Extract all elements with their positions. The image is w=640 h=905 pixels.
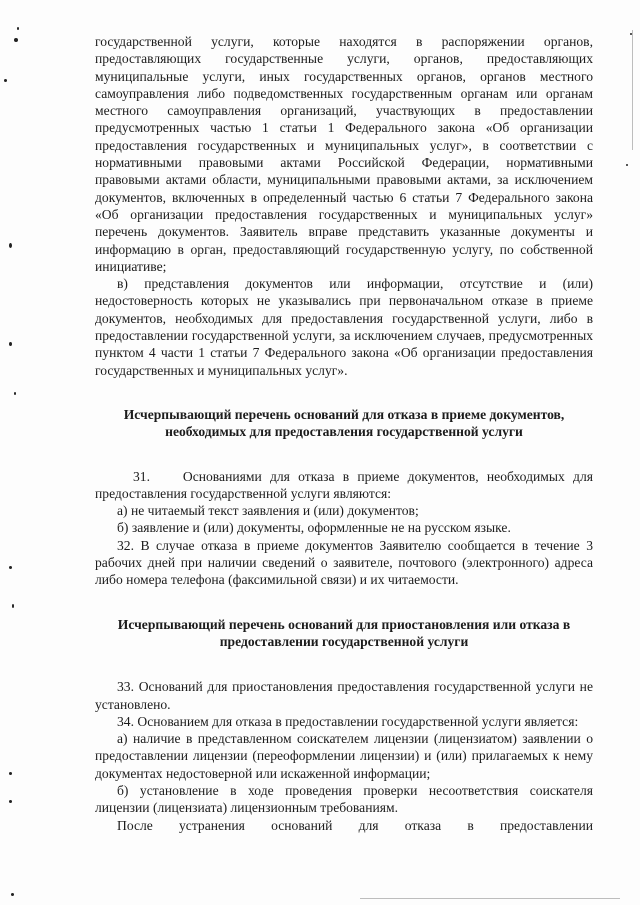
scan-speck xyxy=(14,392,16,395)
paragraph-continuation: государственной услуги, которые находятся в распоряжении органов, предоставляющих государственные услуги, органов, предоставляющих муниципальные услуги, иных государственных органов, органов местного самоуправления либо подведомственных государственным органам или органам местного самоуправления организаций, участвующих в предоставлении предусмотренных частью 1 статьи 1 Федерального закона «Об организации предоставления государственных и муниципальных услуг», в соответствии с нормативными правовыми актами Российской Федерации, нормативными правовыми актами области, муниципальными правовыми актами, за исключением документов, включенных в определенный частью 6 статьи 7 Федерального закона «Об организации предоставления государственных и муниципальных услуг» перечень документов. Заявитель вправе представить указанные документы и информацию в орган, предоставляющий государственную услугу, по собственной инициативе; xyxy=(95,34,593,274)
scan-edge-line xyxy=(360,898,620,899)
scan-edge-line xyxy=(632,30,633,150)
scan-speck xyxy=(12,604,14,608)
scan-speck xyxy=(9,342,12,346)
document-body xyxy=(95,33,593,834)
paragraph-33: 33. Оснований для приостановления предоставления государственной услуги не установлено. xyxy=(95,679,593,712)
scan-speck xyxy=(9,566,12,569)
paragraph-item-v: в) представления документов или информации, отсутствие и (или) недостоверность которых не указывались при первоначальном отказе в приеме документов, необходимых для предоставления государственной услуги, либо в предоставлении государственной услуги, за исключением случаев, предусмотренных пунктом 4 части 1 статьи 7 Федерального закона «Об организации предоставления государственных и муниципальных услуг». xyxy=(95,276,593,378)
paragraph-after-elimination: После устранения оснований для отказа в предоставлении xyxy=(117,817,593,833)
scan-speck xyxy=(626,164,628,166)
paragraph-31: 31. Основаниями для отказа в приеме документов, необходимых для предоставления государственной услуги являются: xyxy=(95,468,593,501)
paragraph-34-a: а) наличие в представленном соискателем лицензии (лицензиатом) заявлении о предоставлении лицензии (переоформлении лицензии) и (или) прилагаемых к нему документах недостоверной или искаженной информации; xyxy=(95,731,593,781)
paragraph-32: 32. В случае отказа в приеме документов Заявителю сообщается в течение 3 рабочих дней при наличии сведений о заявителе, почтового (электронного) адреса либо номера телефона (факсимильной связи) и их читаемости. xyxy=(95,537,593,588)
paragraph-34: 34. Основанием для отказа в предоставлении государственной услуги является: xyxy=(117,713,579,729)
scan-speck xyxy=(4,79,7,82)
scan-speck xyxy=(17,27,19,30)
paragraph-31-b: б) заявление и (или) документы, оформленные не на русском языке. xyxy=(117,520,511,536)
scan-speck xyxy=(9,772,12,775)
scan-speck xyxy=(11,893,14,896)
scan-speck xyxy=(9,800,12,803)
paragraph-34-b: б) установление в ходе проведения проверки несоответствия соискателя лицензии (лицензиата) лицензионным требованиям. xyxy=(95,782,593,816)
section-heading-suspension-refusal: Исчерпывающий перечень оснований для приостановления или отказа в предоставлении государственной услуги xyxy=(117,616,571,649)
scan-speck xyxy=(14,38,18,42)
paragraph-31-a: а) не читаемый текст заявления и (или) документов; xyxy=(117,503,419,519)
section-heading-refusal-acceptance: Исчерпывающий перечень оснований для отказа в приеме документов, необходимых для предоставления государственной услуги xyxy=(123,406,565,440)
scan-speck xyxy=(9,243,12,248)
